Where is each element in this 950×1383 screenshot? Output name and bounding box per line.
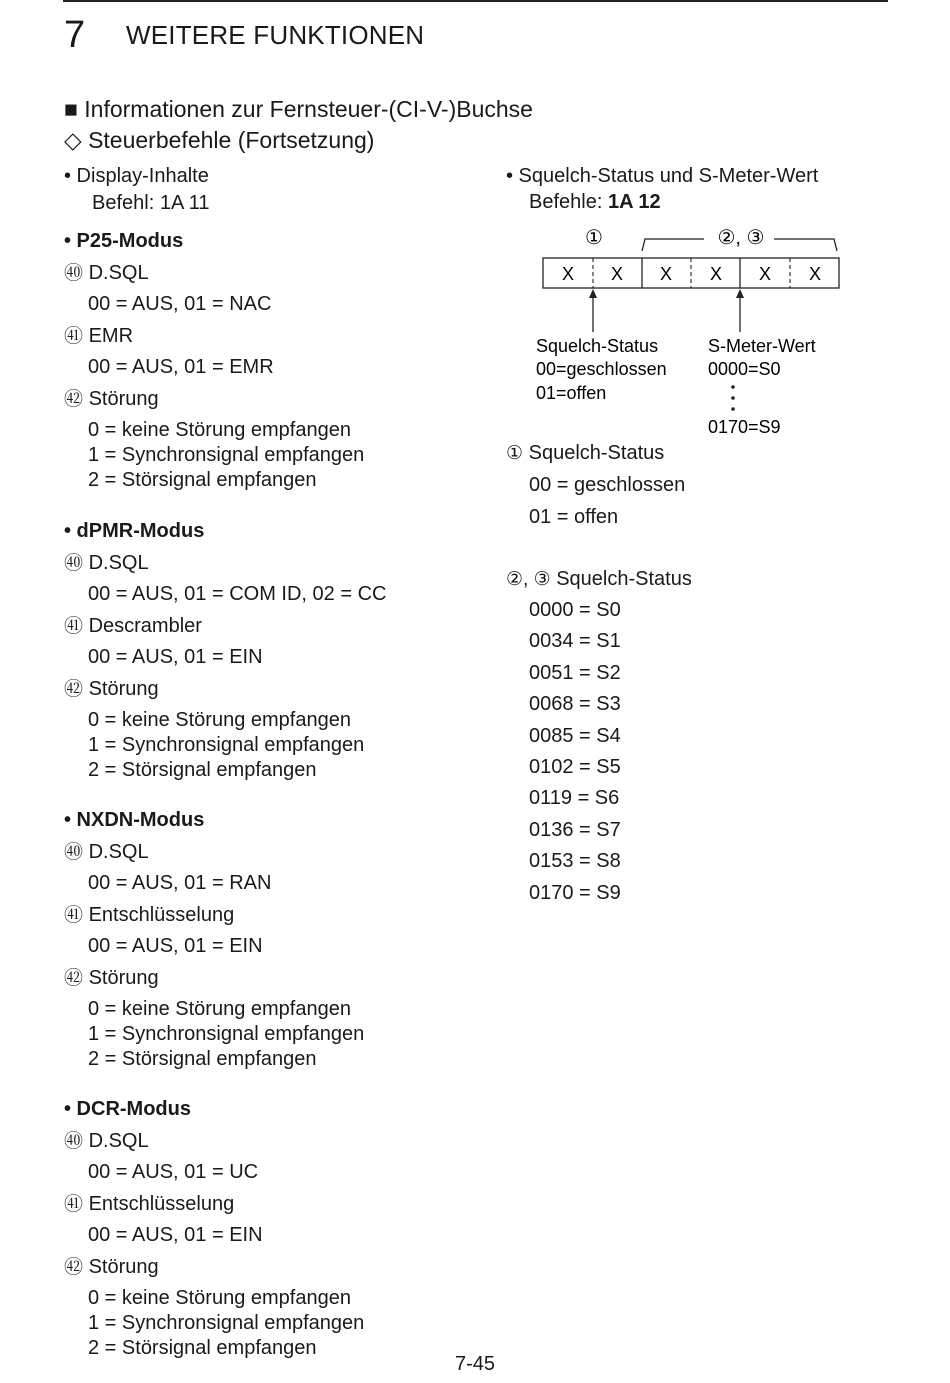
diagram-cell: X [709, 264, 723, 284]
item-value: 1 = Synchronsignal empfangen [88, 444, 365, 466]
smeter-block-heading [506, 567, 692, 592]
mode-item [64, 1192, 234, 1217]
item-label: EMR [88, 325, 134, 347]
circled-number: ㊶ [64, 616, 84, 637]
page-number: 7-45 [454, 1353, 496, 1375]
item-value: 2 = Störsignal empfangen [88, 759, 317, 781]
circled-number: ㊵ [64, 263, 84, 284]
mode-title: • NXDN-Modus [64, 809, 205, 831]
chapter-title: WEITERE FUNKTIONEN [126, 20, 425, 50]
smeter-value: 0068 = S3 [529, 693, 621, 716]
item-value: 1 = Synchronsignal empfangen [88, 734, 365, 756]
mode-item [64, 387, 159, 412]
section-subheading: ◇ Steuerbefehle (Fortsetzung) [64, 127, 375, 153]
smeter-value: 0034 = S1 [529, 630, 621, 653]
mode-item [64, 1129, 149, 1154]
diagram-bracket-left [642, 239, 704, 251]
diagram-meter-title: S-Meter-Wert [708, 336, 816, 356]
item-label: D.SQL [88, 1130, 149, 1152]
item-label: Störung [88, 1256, 159, 1278]
item-value: 0 = keine Störung empfangen [88, 709, 351, 731]
item-value: 0 = keine Störung empfangen [88, 1287, 351, 1309]
smeter-value: 0000 = S0 [529, 599, 621, 621]
mode-title: • dPMR-Modus [64, 520, 205, 542]
diagram-marker-23: ②, ③ [717, 227, 765, 249]
circled-number-2-3: ②, ③ [506, 569, 551, 590]
squelch-value: 01 = offen [529, 505, 619, 528]
smeter-block-title: Squelch-Status [556, 568, 692, 590]
item-label: Störung [88, 678, 159, 700]
item-value: 1 = Synchronsignal empfangen [88, 1312, 365, 1334]
circled-number: ㊷ [64, 679, 84, 700]
circled-number: ㊵ [64, 842, 84, 863]
mode-item [64, 551, 149, 576]
mode-title: • DCR-Modus [64, 1098, 191, 1120]
command-prefix: Befehle: [529, 191, 608, 213]
item-value: 1 = Synchronsignal empfangen [88, 1023, 365, 1045]
diagram-marker-1: ① [585, 227, 603, 249]
circled-number: ㊶ [64, 1194, 84, 1215]
diagram-cell: X [610, 264, 624, 284]
smeter-value: 0153 = S8 [529, 850, 621, 873]
diagram-squelch-title: Squelch-Status [536, 336, 659, 356]
item-label: Entschlüsselung [88, 904, 235, 926]
squelch-value: 00 = geschlossen [529, 474, 686, 496]
smeter-value: 0170 = S9 [529, 881, 621, 904]
circled-number: ㊵ [64, 1131, 84, 1152]
circled-number: ㊷ [64, 1257, 84, 1278]
diagram-cell: X [758, 264, 772, 284]
item-value: 2 = Störsignal empfangen [88, 1048, 317, 1070]
item-value: 00 = AUS, 01 = EIN [88, 646, 263, 668]
item-label: Störung [88, 388, 159, 410]
chapter-number: 7 [64, 14, 86, 56]
item-value: 0 = keine Störung empfangen [88, 419, 351, 441]
diagram-squelch-value: 00=geschlossen [536, 359, 667, 379]
mode-item [64, 840, 149, 865]
mode-item [64, 261, 149, 286]
circled-number: ㊷ [64, 389, 84, 410]
diagram-cell: X [808, 264, 822, 284]
circled-number: ㊶ [64, 905, 84, 926]
display-contents-command: Befehl: 1A 11 [92, 192, 210, 214]
item-value: 0 = keine Störung empfangen [88, 998, 351, 1020]
command-code: 1A 12 [607, 191, 661, 213]
smeter-value: 0085 = S4 [529, 724, 621, 747]
circled-number-1: ① [506, 443, 524, 464]
display-contents-title: • Display-Inhalte [64, 165, 209, 187]
smeter-arrowhead [736, 289, 744, 298]
item-value: 2 = Störsignal empfangen [88, 1337, 317, 1359]
item-label: Störung [88, 967, 159, 989]
item-value: 00 = AUS, 01 = COM ID, 02 = CC [88, 583, 387, 605]
mode-item [64, 677, 159, 702]
mode-title: • P25-Modus [64, 230, 184, 252]
diagram-squelch-value: 01=offen [536, 383, 607, 403]
diagram-cell: X [659, 264, 673, 284]
mode-item [64, 324, 133, 349]
item-value: 00 = AUS, 01 = RAN [88, 872, 272, 894]
mode-item [64, 1255, 159, 1280]
data-format-diagram [530, 220, 860, 435]
diagram-cell: X [561, 264, 575, 284]
circled-number: ㊷ [64, 968, 84, 989]
header-rule [63, 0, 888, 2]
item-label: D.SQL [88, 262, 149, 284]
item-value: 00 = AUS, 01 = NAC [88, 293, 272, 315]
smeter-value: 0119 = S6 [529, 787, 620, 810]
item-value: 00 = AUS, 01 = EIN [88, 935, 263, 957]
item-value: 00 = AUS, 01 = UC [88, 1161, 259, 1183]
squelch-block-heading [506, 441, 664, 466]
item-label: Entschlüsselung [88, 1193, 235, 1215]
section-heading: ■ Informationen zur Fernsteuer-(CI-V-)Buchse [64, 96, 533, 122]
mode-item [64, 614, 202, 639]
circled-number: ㊶ [64, 326, 84, 347]
smeter-value: 0051 = S2 [529, 661, 621, 684]
item-value: 00 = AUS, 01 = EMR [88, 356, 274, 378]
item-value: 2 = Störsignal empfangen [88, 469, 317, 491]
diagram-meter-last: 0170=S9 [708, 417, 781, 435]
item-label: D.SQL [88, 841, 149, 863]
smeter-value: 0102 = S5 [529, 756, 621, 778]
diagram-meter-first: 0000=S0 [708, 359, 781, 379]
squelch-block-title: Squelch-Status [528, 442, 665, 464]
item-label: Descrambler [88, 615, 202, 637]
squelch-smeter-command [529, 190, 661, 214]
smeter-value: 0136 = S7 [529, 818, 621, 841]
item-label: D.SQL [88, 552, 149, 574]
diagram-bracket-right [774, 239, 837, 251]
mode-item [64, 966, 159, 991]
squelch-arrowhead [589, 289, 597, 298]
mode-item [64, 903, 234, 928]
item-value: 00 = AUS, 01 = EIN [88, 1224, 263, 1246]
circled-number: ㊵ [64, 553, 84, 574]
squelch-smeter-title: • Squelch-Status und S-Meter-Wert [506, 165, 819, 187]
